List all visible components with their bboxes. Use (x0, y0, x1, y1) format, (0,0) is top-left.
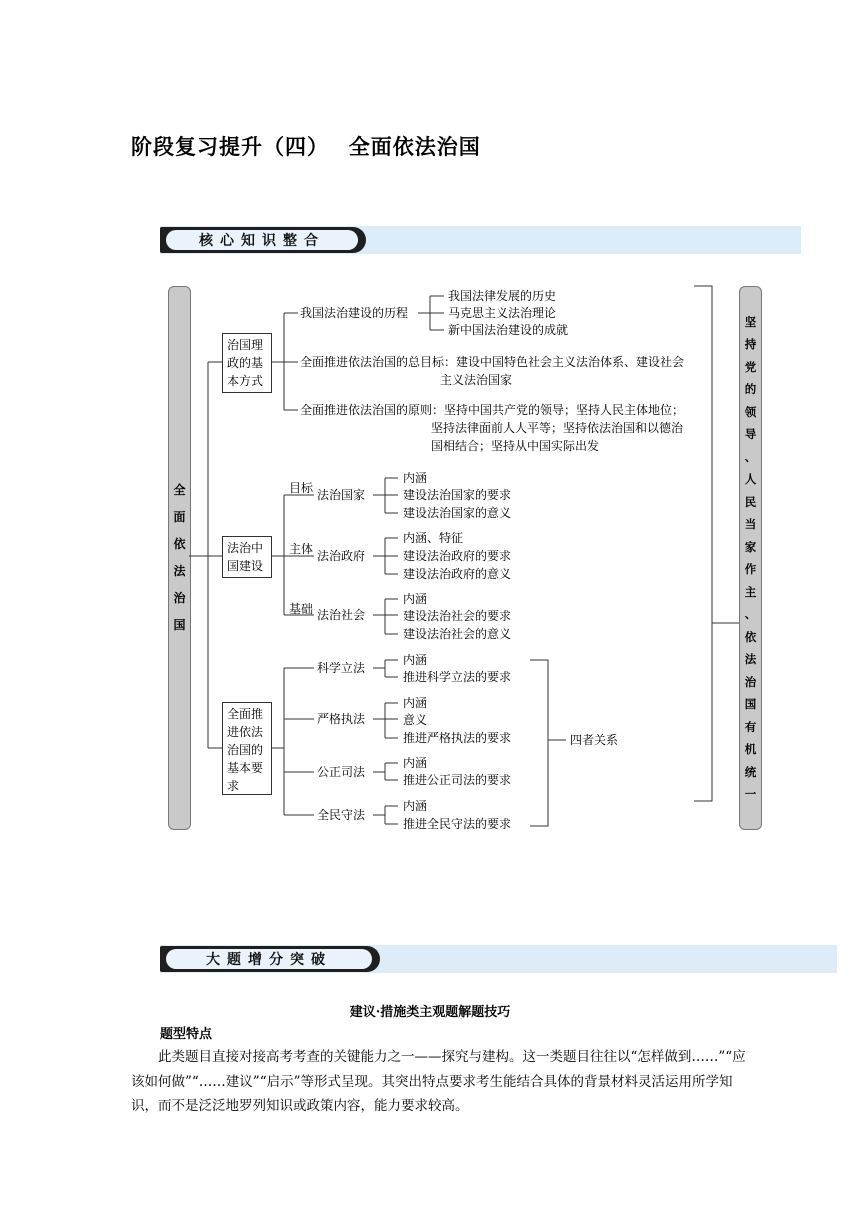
group-item: 内涵 (403, 696, 428, 710)
right-pill-char: 民 (744, 494, 757, 509)
right-pill-char: 领 (744, 404, 757, 419)
goal-line: 主义法治国家 (440, 373, 513, 387)
box-governance-method: 治国理政的基本方式 (222, 333, 272, 393)
left-pill-char: 国 (173, 618, 186, 632)
right-pill-char: 人 (744, 472, 757, 486)
right-pill-char: 统 (744, 764, 757, 779)
article-paragraph: 此类题目直接对接高考考查的关键能力之一——探究与建构。这一类题目往往以“怎样做到……”“应该如何做”“……建议”“启示”等形式呈现。其突出特点要求考生能结合具体的背景材料灵活运用所学知识，而不是泛泛地罗列知识或政策内容，能力要求较高。 (131, 1049, 746, 1114)
box-basic-requirements: 全面推进依法治国的基本要求 (222, 702, 272, 795)
group-item: 内涵 (403, 653, 428, 667)
goal-line: 全面推进依法治国的总目标：建设中国特色社会主义法治体系、建设社会 (300, 355, 685, 369)
breakthrough-banner (160, 945, 837, 973)
page-title: 阶段复习提升（四） 全面依法治国 (131, 135, 481, 159)
group-item: 内涵 (403, 756, 428, 770)
group-tag: 目标 (289, 481, 314, 495)
right-pill-char: 治 (744, 674, 757, 689)
group-label: 严格执法 (317, 712, 366, 726)
left-pill-char: 法 (173, 564, 186, 578)
group-label: 公正司法 (317, 765, 366, 779)
principle-line: 全面推进依法治国的原则：坚持中国共产党的领导；坚持人民主体地位； (300, 403, 685, 417)
group-tag: 基础 (289, 602, 314, 616)
group-label: 法治国家 (317, 488, 366, 502)
group-label: 法治社会 (317, 608, 366, 622)
box-rule-of-law-china: 法治中国建设 (222, 536, 272, 578)
right-pill-char: 国 (744, 697, 757, 711)
right-pill-char: 当 (744, 517, 757, 531)
breakthrough-label: 大题增分突破 (166, 949, 372, 969)
right-pill-char: 法 (744, 652, 757, 666)
group-item: 内涵 (403, 471, 428, 485)
group-item: 推进全民守法的要求 (403, 817, 512, 831)
history-item: 新中国法治建设的成就 (448, 323, 569, 337)
right-pill-char: 坚 (744, 314, 757, 329)
left-pill-char: 全 (173, 483, 186, 497)
right-pill-char: 导 (744, 427, 757, 441)
right-pill-char: 持 (744, 337, 757, 351)
article-heading: 建议·措施类主观题解题技巧 (349, 1005, 511, 1020)
principle-line: 坚持法律面前人人平等；坚持依法治国和以德治 (431, 421, 684, 435)
group-item: 推进科学立法的要求 (403, 670, 512, 684)
article-subheading: 题型特点 (160, 1027, 213, 1042)
group-item: 内涵 (403, 592, 428, 606)
right-pill-char: 主 (744, 584, 757, 599)
group-item: 意义 (403, 713, 428, 727)
history-label: 我国法治建设的历程 (300, 306, 409, 320)
history-item: 马克思主义法治理论 (448, 306, 557, 320)
right-pill-char: 作 (744, 562, 757, 576)
right-pill-char: 一 (744, 787, 757, 801)
group-item: 建设法治社会的意义 (403, 627, 512, 641)
right-pill-char: 、 (744, 607, 757, 621)
group-label: 全民守法 (317, 808, 366, 822)
left-pill-char: 依 (173, 537, 186, 551)
group-item: 推进严格执法的要求 (403, 731, 512, 745)
right-pill-char: 机 (744, 742, 757, 756)
group-item: 建设法治政府的意义 (403, 567, 512, 581)
left-pill-char: 面 (173, 510, 186, 524)
principle-line: 国相结合；坚持从中国实际出发 (431, 439, 600, 453)
history-item: 我国法律发展的历史 (448, 289, 557, 303)
right-pill-char: 党 (744, 359, 757, 374)
group-item: 建设法治国家的意义 (403, 506, 512, 520)
group-item: 建设法治国家的要求 (403, 488, 512, 502)
group-label: 法治政府 (317, 549, 366, 563)
group-item: 内涵、特征 (403, 531, 464, 545)
right-pill-char: 、 (744, 449, 757, 464)
relation-label: 四者关系 (570, 733, 619, 747)
left-pill-char: 治 (173, 591, 186, 605)
group-label: 科学立法 (317, 661, 366, 675)
group-item: 建设法治社会的要求 (403, 609, 512, 623)
group-item: 建设法治政府的要求 (403, 549, 512, 563)
right-pill-char: 家 (744, 539, 757, 554)
core-knowledge-label: 核心知识整合 (166, 230, 358, 250)
right-pill-char: 有 (744, 719, 757, 734)
right-pill-char: 依 (744, 629, 757, 644)
right-pill-char: 的 (744, 382, 757, 396)
group-item: 内涵 (403, 799, 428, 813)
group-tag: 主体 (289, 542, 314, 556)
group-item: 推进公正司法的要求 (403, 773, 512, 787)
